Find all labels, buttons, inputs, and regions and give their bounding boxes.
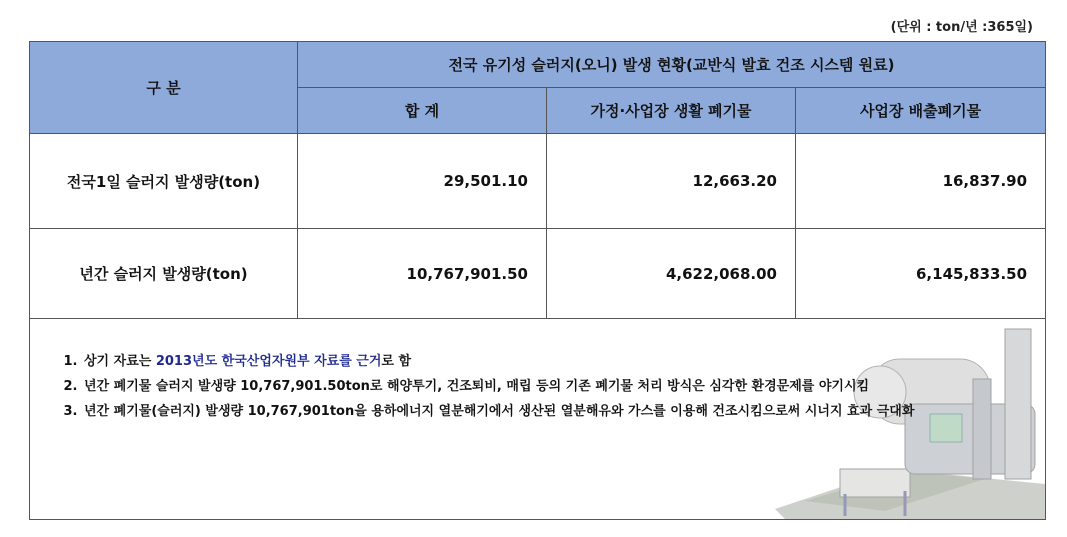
cell-household: 12,663.20 [547,134,796,229]
col-header-business: 사업장 배출폐기물 [796,88,1046,134]
notes-list [30,319,1017,424]
group-header: 전국 유기성 슬러지(오니) 발생 현황(교반식 발효 건조 시스템 원료) [298,42,1046,88]
note-item: 3. 년간 폐기물(슬러지) 발생량 10,767,901ton을 용하에너지 열분해기에서 생산된 열분해유와 가스를 이용해 건조시킴으로써 시너지 효과 극대화 [82,399,1017,424]
note-text: 상기 자료는 [84,354,156,369]
cell-total: 10,767,901.50 [298,229,547,319]
col-header-total: 합 계 [298,88,547,134]
note-item: 2. 년간 폐기물 슬러지 발생량 10,767,901.50ton로 해양투기, 건조퇴비, 매립 등의 기존 폐기물 처리 방식은 심각한 환경문제를 야기시킴 [82,374,1017,399]
row-label: 전국1일 슬러지 발생량(ton) [30,134,298,229]
col-header-household: 가정·사업장 생활 폐기물 [547,88,796,134]
unit-note: (단위 : ton/년 :365일) [890,20,1033,35]
sludge-table [29,41,1046,520]
row-label: 년간 슬러지 발생량(ton) [30,229,298,319]
note-item [82,349,1017,374]
note-text: 로 함 [381,354,412,369]
table-row [30,134,1046,229]
cell-total: 29,501.10 [298,134,547,229]
note-source-highlight: 2013년도 한국산업자원부 자료를 근거 [155,354,382,369]
table-row [30,229,1046,319]
cell-business: 6,145,833.50 [796,229,1046,319]
notes-section [30,319,1046,520]
cell-household: 4,622,068.00 [547,229,796,319]
cell-business: 16,837.90 [796,134,1046,229]
category-header: 구 분 [30,42,298,134]
